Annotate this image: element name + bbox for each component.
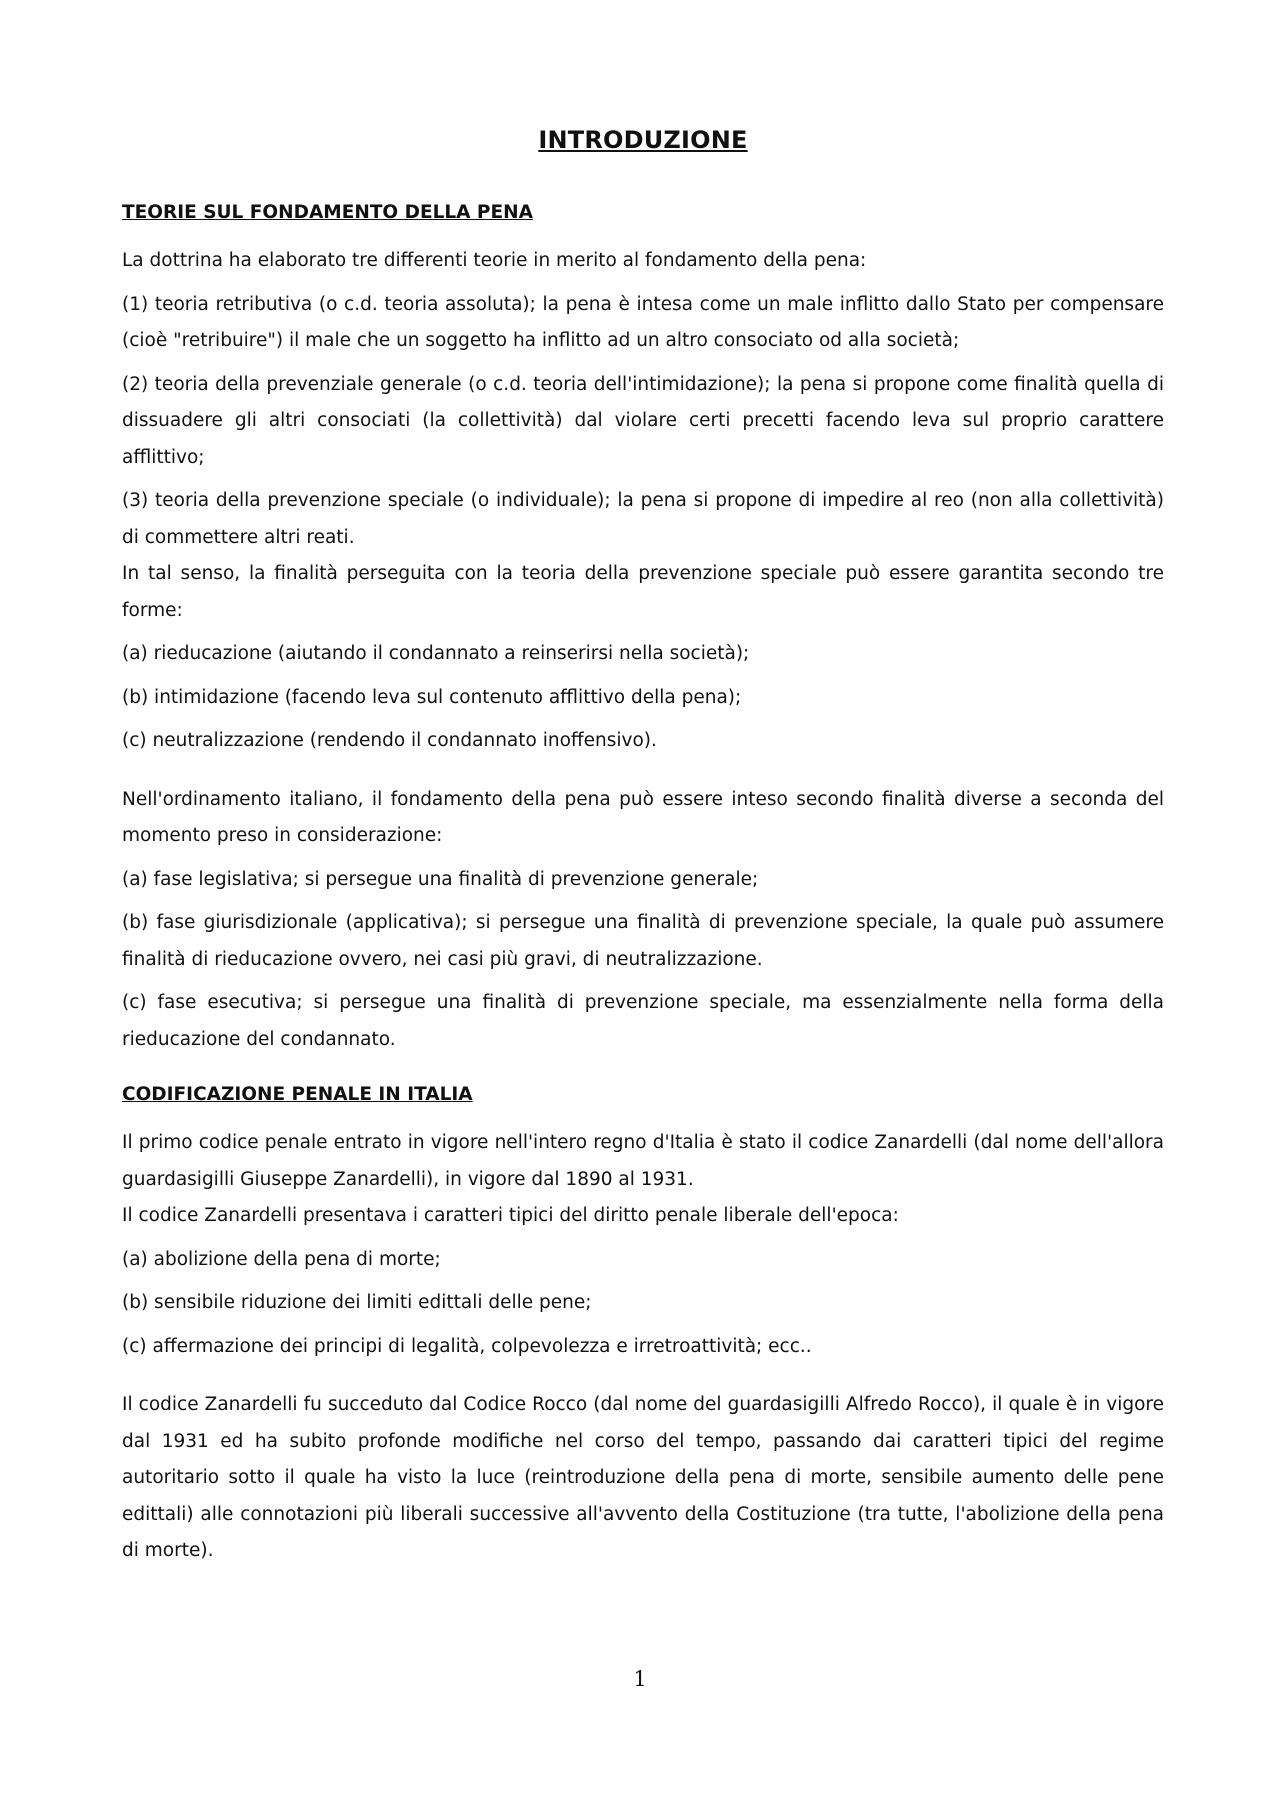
list-item: (b) intimidazione (facendo leva sul contenuto afflittivo della pena);	[122, 686, 742, 708]
list-item: (c) affermazione dei principi di legalità, colpevolezza e irretroattività; ecc..	[122, 1335, 812, 1357]
list-item: (a) abolizione della pena di morte;	[122, 1248, 441, 1270]
paragraph: Il codice Zanardelli presentava i caratteri tipici del diritto penale liberale dell'epoca:	[122, 1205, 899, 1226]
paragraph: Nell'ordinamento italiano, il fondamento della pena può essere inteso secondo finalità diverse a seconda del momento preso in considerazione:	[122, 788, 1164, 846]
list-item: (b) sensibile riduzione dei limiti edittali delle pene;	[122, 1292, 592, 1313]
section-heading-codification: CODIFICAZIONE PENALE IN ITALIA	[122, 1084, 473, 1105]
list-item: (a) rieducazione (aiutando il condannato a reinserirsi nella società);	[122, 643, 750, 664]
paragraph: Il codice Zanardelli fu succeduto dal Codice Rocco (dal nome del guardasigilli Alfredo Rocco), il quale è in vigore dal 1931 ed ha subito profonde modifiche nel corso del tempo, passando dai caratteri tipici del regime autoritario sotto il quale ha visto la luce (reintroduzione della pena di morte, sensibile aumento delle pene edittali) alle connotazioni più liberali successive all'avvento della Costituzione (tra tutte, l'abolizione della pena di morte).	[122, 1394, 1164, 1561]
list-item: (c) neutralizzazione (rendendo il condannato inoffensivo).	[122, 730, 657, 751]
page-content	[122, 118, 1164, 1577]
paragraph: (2) teoria della prevenziale generale (o c.d. teoria dell'intimidazione); la pena si propone come finalità quella di dissuadere gli altri consociati (la collettività) dal violare certi precetti facendo leva sul proprio carattere afflittivo;	[122, 373, 1164, 468]
paragraph: (1) teoria retributiva (o c.d. teoria assoluta); la pena è intesa come un male inflitto dallo Stato per compensare (cioè "retribuire") il male che un soggetto ha inflitto ad un altro consociato od alla società;	[122, 293, 1164, 351]
page-number: 1	[633, 1667, 647, 1691]
page-title: INTRODUZIONE	[538, 126, 748, 154]
paragraph: Il primo codice penale entrato in vigore nell'intero regno d'Italia è stato il codice Zanardelli (dal nome dell'allora guardasigilli Giuseppe Zanardelli), in vigore dal 1890 al 1931.	[122, 1132, 1164, 1190]
list-item: (b) fase giurisdizionale (applicativa); si persegue una finalità di prevenzione speciale, la quale può assumere finalità di rieducazione ovvero, nei casi più gravi, di neutralizzazione.	[122, 912, 1164, 970]
paragraph: (3) teoria della prevenzione speciale (o individuale); la pena si propone di impedire al reo (non alla collettività) di commettere altri reati.	[122, 490, 1164, 548]
list-item: (a) fase legislativa; si persegue una finalità di prevenzione generale;	[122, 868, 759, 890]
section-heading-theories: TEORIE SUL FONDAMENTO DELLA PENA	[122, 202, 533, 223]
list-item: (c) fase esecutiva; si persegue una finalità di prevenzione speciale, ma essenzialmente nella forma della rieducazione del condannato.	[122, 992, 1164, 1050]
paragraph: In tal senso, la finalità perseguita con la teoria della prevenzione speciale può essere garantita secondo tre forme:	[122, 563, 1164, 621]
paragraph: La dottrina ha elaborato tre differenti teorie in merito al fondamento della pena:	[122, 250, 867, 271]
